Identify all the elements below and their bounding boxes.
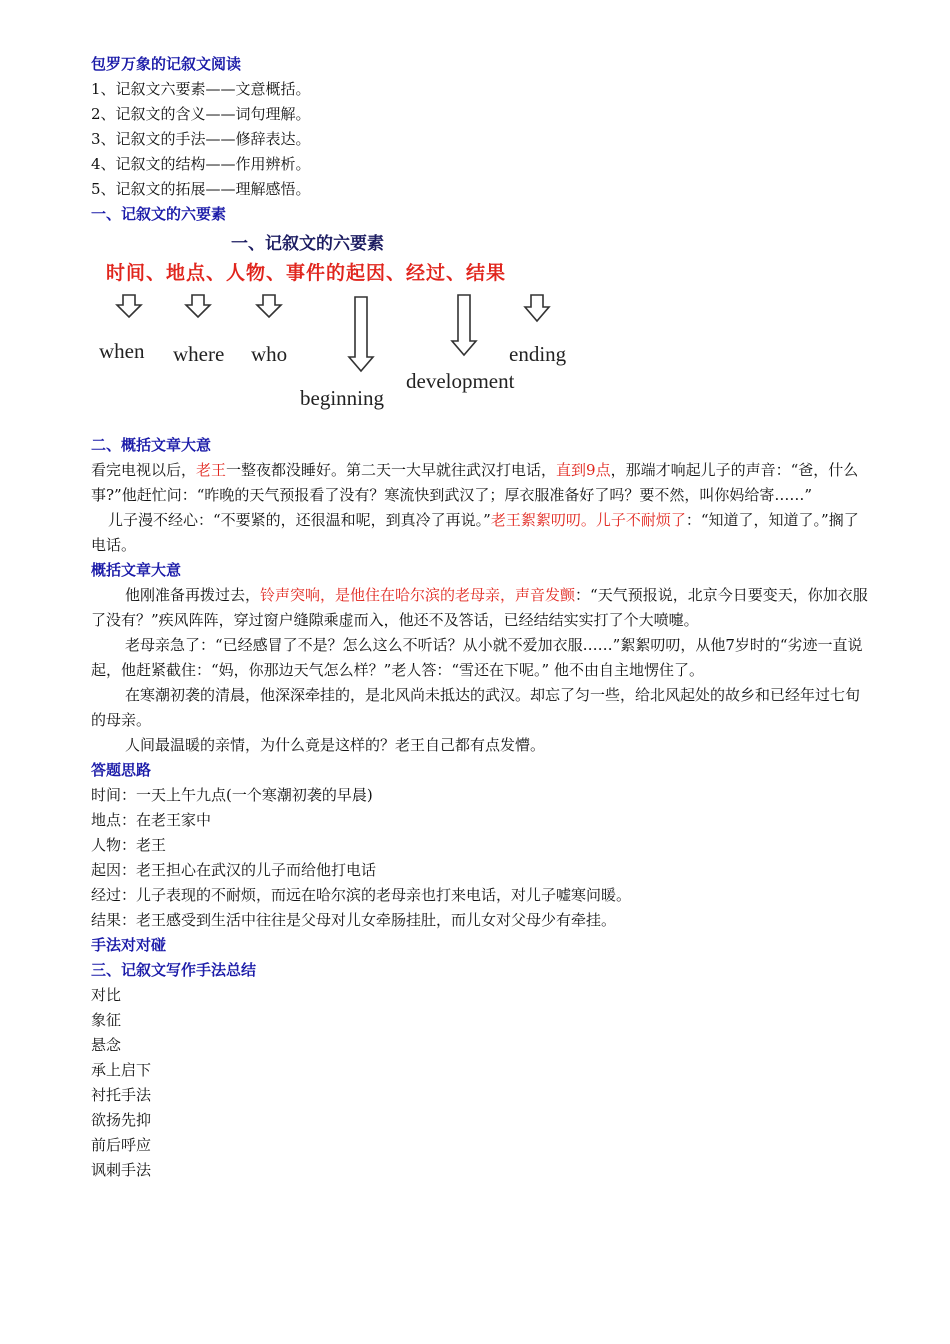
word-development: development (406, 369, 515, 393)
document-page (91, 52, 871, 1183)
story-paragraph: 看完电视以后，老王一整夜都没睡好。第二天一大早就往武汉打电话，直到9点，那端才响起儿子的声音：“爸，什么事?”他赶忙问：“昨晚的天气预报看了没有？寒流快到武汉了；厚衣服准备好了吗？要不然，叫你妈给寄……” (91, 461, 859, 504)
answer-line: 起因：老王担心在武汉的儿子而给他打电话 (91, 861, 377, 879)
answer-line: 地点：在老王家中 (91, 811, 212, 829)
story-paragraph: 儿子漫不经心：“不要紧的，还很温和呢，到真冷了再说。”老王絮絮叨叨。儿子不耐烦了：“知道了，知道了。”搁了电话。 (91, 511, 859, 554)
technique-item: 欲扬先抑 (91, 1111, 152, 1129)
section-heading-techniques-summary: 三、记叙文写作手法总结 (91, 961, 257, 979)
answer-line: 结果：老王感受到生活中往往是父母对儿女牵肠挂肚，而儿女对父母少有牵挂。 (91, 911, 617, 929)
word-where: where (173, 342, 225, 366)
doc-title: 包罗万象的记叙文阅读 (91, 55, 242, 73)
section-heading-summary: 二、概括文章大意 (91, 436, 212, 454)
toc-item: 5、记叙文的拓展——理解感悟。 (91, 180, 311, 198)
word-beginning: beginning (300, 386, 384, 410)
down-arrow-icon (186, 295, 210, 317)
down-arrow-icon (349, 297, 373, 371)
word-when: when (99, 339, 145, 363)
answer-line: 时间：一天上午九点(一个寒潮初袭的早晨) (91, 786, 373, 804)
highlight-text: 铃声突响，是他住在哈尔滨的老母亲，声音发颤 (260, 586, 576, 604)
answer-line: 经过：儿子表现的不耐烦，而远在哈尔滨的老母亲也打来电话，对儿子嘘寒问暖。 (91, 886, 632, 904)
technique-item: 悬念 (91, 1036, 122, 1054)
toc-item: 4、记叙文的结构——作用辨析。 (91, 155, 311, 173)
word-who: who (251, 342, 288, 366)
six-elements-figure (91, 229, 591, 429)
section-heading-six-elements: 一、记叙文的六要素 (91, 205, 227, 223)
down-arrow-icon (525, 295, 549, 321)
toc-item: 1、记叙文六要素——文意概括。 (91, 80, 311, 98)
highlight-text: 老王絮絮叨叨。儿子不耐烦了 (490, 511, 686, 529)
word-ending: ending (509, 342, 567, 366)
figure-elements-text: 时间、地点、人物、事件的起因、经过、结果 (106, 262, 507, 284)
down-arrow-icon (257, 295, 281, 317)
story-paragraph: 老母亲急了：“已经感冒了不是？怎么这么不听话？从小就不爱加衣服……”絮絮叨叨，从他7岁时的“劣迹一直说起，他赶紧截住：“妈，你那边天气怎么样？”老人答：“雪还在下呢。” 他不由自主地愣住了。 (91, 636, 863, 679)
answer-line: 人物：老王 (91, 836, 167, 854)
technique-item: 讽刺手法 (91, 1161, 152, 1179)
toc-item: 3、记叙文的手法——修辞表达。 (91, 130, 311, 148)
section-heading-summary-2: 概括文章大意 (91, 561, 182, 579)
highlight-text: 直到9点 (556, 461, 611, 479)
story-paragraph: 他刚准备再拨过去，铃声突响，是他住在哈尔滨的老母亲，声音发颤：“天气预报说，北京今日要变天，你加衣服了没有？”疾风阵阵，穿过窗户缝隙乘虚而入，他还不及答话，已经结结实实打了个大喷嚏。 (91, 586, 868, 629)
technique-item: 承上启下 (91, 1061, 152, 1079)
down-arrow-icon (452, 295, 476, 355)
technique-item: 象征 (91, 1011, 122, 1029)
highlight-text: 老王 (196, 461, 227, 479)
story-paragraph: 在寒潮初袭的清晨，他深深牵挂的，是北风尚未抵达的武汉。却忘了匀一些，给北风起处的故乡和已经年过七旬的母亲。 (91, 686, 861, 729)
technique-item: 对比 (91, 986, 122, 1004)
story-paragraph: 人间最温暖的亲情，为什么竟是这样的？老王自己都有点发懵。 (125, 736, 546, 754)
technique-item: 前后呼应 (91, 1136, 152, 1154)
down-arrow-icon (117, 295, 141, 317)
section-heading-techniques-match: 手法对对碰 (91, 936, 167, 954)
figure-title: 一、记叙文的六要素 (231, 234, 384, 254)
section-heading-answer-approach: 答题思路 (91, 761, 152, 779)
toc-item: 2、记叙文的含义——词句理解。 (91, 105, 311, 123)
technique-item: 衬托手法 (91, 1086, 152, 1104)
